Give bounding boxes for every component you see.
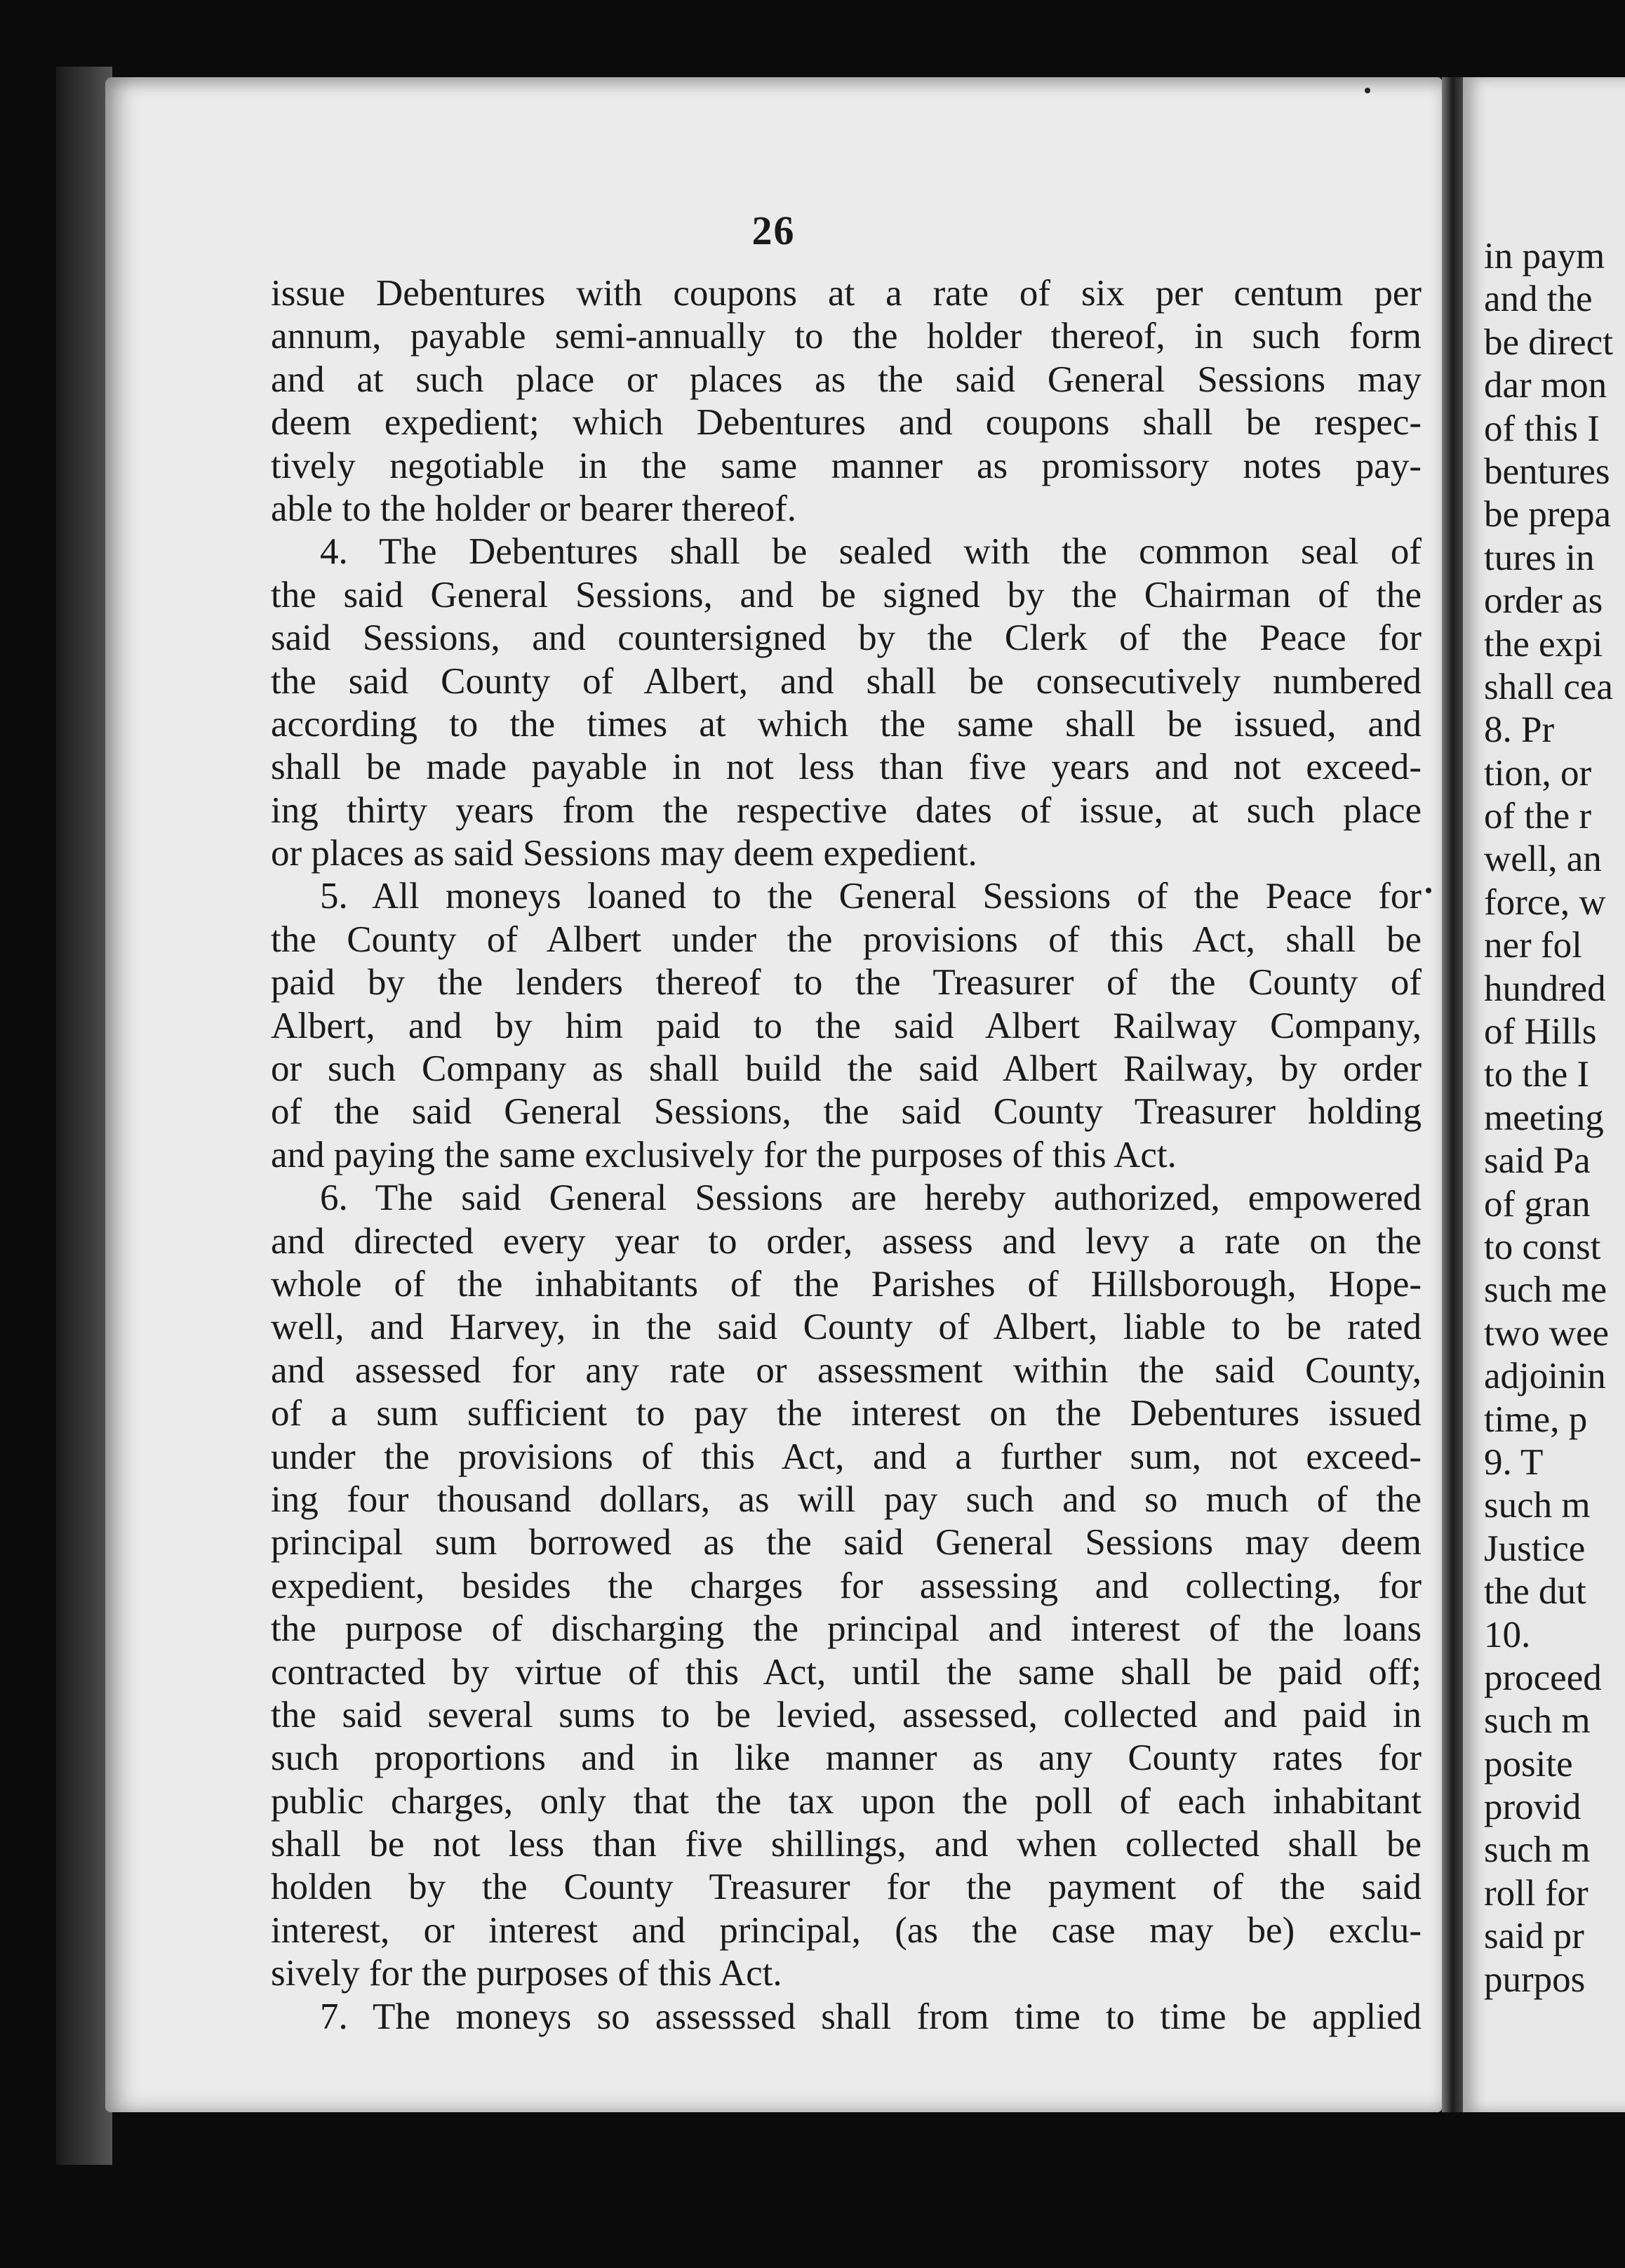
text-line: the County of Albert under the provisions of this Act, shall be	[271, 919, 1422, 960]
adjacent-text-line: be direct	[1484, 321, 1613, 363]
adjacent-text-line: 10.	[1484, 1614, 1531, 1655]
adjacent-text-line: Justice	[1484, 1528, 1586, 1569]
text-line: 4. The Debentures shall be sealed with the common seal of	[320, 531, 1422, 573]
adjacent-text-line: dar mon	[1484, 365, 1607, 406]
adjacent-page-text	[1484, 235, 1613, 2001]
text-line: the purpose of discharging the principal and interest of the loans	[271, 1608, 1422, 1650]
adjacent-text-line: in paym	[1484, 236, 1605, 276]
adjacent-text-line: hundred	[1484, 968, 1606, 1009]
adjacent-text-line: adjoinin	[1484, 1356, 1606, 1397]
adjacent-text-line: 8. Pr	[1484, 709, 1555, 751]
adjacent-text-line: well, an	[1484, 839, 1602, 880]
text-line: public charges, only that the tax upon the poll of each inhabitant	[271, 1780, 1422, 1822]
text-line: paid by the lenders thereof to the Treasurer of the County of	[271, 962, 1422, 1003]
adjacent-text-line: bentures	[1484, 451, 1610, 492]
text-line: deem expedient; which Debentures and coupons shall be respec-	[271, 402, 1422, 443]
text-line: and paying the same exclusively for the purposes of this Act.	[271, 1134, 1177, 1175]
text-line: according to the times at which the same shall be issued, and	[271, 703, 1422, 745]
text-line: ing four thousand dollars, as will pay such and so much of the	[271, 1479, 1422, 1520]
adjacent-text-line: such m	[1484, 1829, 1591, 1871]
adjacent-text-line: and the	[1484, 279, 1593, 320]
text-line: Albert, and by him paid to the said Albert Railway Company,	[271, 1005, 1422, 1046]
adjacent-text-line: order as	[1484, 580, 1603, 622]
adjacent-page	[1463, 77, 1625, 2112]
adjacent-text-line: roll for	[1484, 1872, 1589, 1914]
text-line: 7. The moneys so assesssed shall from time to time be applied	[320, 1996, 1422, 2037]
text-line: such proportions and in like manner as any County rates for	[271, 1737, 1422, 1779]
adjacent-text-line: shall cea	[1484, 666, 1613, 707]
text-line: and directed every year to order, assess and levy a rate on the	[271, 1220, 1422, 1262]
adjacent-text-line: 9. T	[1484, 1441, 1544, 1483]
adjacent-text-line: time, p	[1484, 1399, 1588, 1440]
text-line: the said several sums to be levied, assessed, collected and paid in	[271, 1694, 1422, 1735]
scan-speck	[1426, 888, 1431, 893]
adjacent-text-line: such m	[1484, 1485, 1591, 1526]
text-line: contracted by virtue of this Act, until the same shall be paid off;	[271, 1651, 1422, 1693]
body-text	[271, 272, 1422, 2039]
text-line: able to the holder or bearer thereof.	[271, 488, 796, 529]
adjacent-text-line: meeting	[1484, 1097, 1604, 1138]
text-line: holden by the County Treasurer for the payment of the said	[271, 1867, 1422, 1908]
text-line: 6. The said General Sessions are hereby authorized, empowered	[320, 1178, 1422, 1219]
book-spine-shadow	[56, 67, 112, 2165]
adjacent-text-line: posite	[1484, 1743, 1573, 1785]
text-line: shall be made payable in not less than five years and not exceed-	[271, 747, 1422, 788]
adjacent-text-line: tion, or	[1484, 752, 1592, 794]
text-line: under the provisions of this Act, and a further sum, not exceed-	[271, 1436, 1422, 1477]
adjacent-text-line: of gran	[1484, 1183, 1591, 1225]
text-line: annum, payable semi-annually to the holder thereof, in such form	[271, 316, 1422, 357]
adjacent-text-line: to const	[1484, 1226, 1601, 1267]
text-line: interest, or interest and principal, (as the case may be) exclu-	[271, 1909, 1422, 1951]
text-line: shall be not less than five shillings, and when collected shall be	[271, 1824, 1422, 1865]
text-line: principal sum borrowed as the said General Sessions may deem	[271, 1522, 1422, 1563]
text-line: and at such place or places as the said General Sessions may	[271, 359, 1422, 400]
adjacent-text-line: tures in	[1484, 537, 1595, 578]
adjacent-text-line: ner fol	[1484, 925, 1582, 966]
page-gutter	[1442, 77, 1463, 2112]
document-page	[105, 77, 1442, 2112]
text-line: said Sessions, and countersigned by the Clerk of the Peace for	[271, 618, 1422, 659]
adjacent-text-line: of this I	[1484, 408, 1600, 449]
adjacent-text-line: of Hills	[1484, 1011, 1597, 1053]
adjacent-text-line: provid	[1484, 1787, 1581, 1828]
text-line: or such Company as shall build the said Albert Railway, by order	[271, 1048, 1422, 1090]
adjacent-text-line: such m	[1484, 1700, 1591, 1742]
adjacent-text-line: the dut	[1484, 1571, 1586, 1613]
adjacent-text-line: said pr	[1484, 1916, 1584, 1957]
text-line: or places as said Sessions may deem expedient.	[271, 833, 977, 874]
text-line: sively for the purposes of this Act.	[271, 1953, 782, 1994]
text-line: and assessed for any rate or assessment within the said County,	[271, 1349, 1422, 1391]
text-line: issue Debentures with coupons at a rate of six per centum per	[271, 273, 1422, 314]
text-line: the said General Sessions, and be signed by the Chairman of the	[271, 574, 1422, 615]
text-line: ing thirty years from the respective dates of issue, at such place	[271, 789, 1422, 831]
page-number: 26	[751, 208, 796, 253]
text-line: 5. All moneys loaned to the General Sessions of the Peace for	[320, 876, 1422, 917]
text-line: tively negotiable in the same manner as promissory notes pay-	[271, 445, 1422, 486]
text-line: expedient, besides the charges for assessing and collecting, for	[271, 1565, 1422, 1606]
adjacent-text-line: the expi	[1484, 623, 1603, 665]
adjacent-text-line: said Pa	[1484, 1140, 1591, 1182]
adjacent-text-line: to the I	[1484, 1054, 1590, 1095]
adjacent-text-line: such me	[1484, 1269, 1607, 1311]
adjacent-text-line: of the r	[1484, 796, 1592, 837]
adjacent-text-line: purpos	[1484, 1959, 1586, 2000]
text-line: well, and Harvey, in the said County of Albert, liable to be rated	[271, 1307, 1422, 1348]
adjacent-text-line: force, w	[1484, 881, 1606, 923]
adjacent-text-line: be prepa	[1484, 494, 1611, 535]
adjacent-text-line: two wee	[1484, 1312, 1610, 1354]
scan-speck	[1365, 88, 1370, 93]
text-line: of the said General Sessions, the said County Treasurer holding	[271, 1091, 1422, 1133]
text-line: of a sum sufficient to pay the interest on the Debentures issued	[271, 1393, 1422, 1434]
adjacent-text-line: proceed	[1484, 1657, 1602, 1698]
text-line: the said County of Albert, and shall be consecutively numbered	[271, 660, 1422, 702]
text-line: whole of the inhabitants of the Parishes of Hillsborough, Hope-	[271, 1263, 1422, 1305]
